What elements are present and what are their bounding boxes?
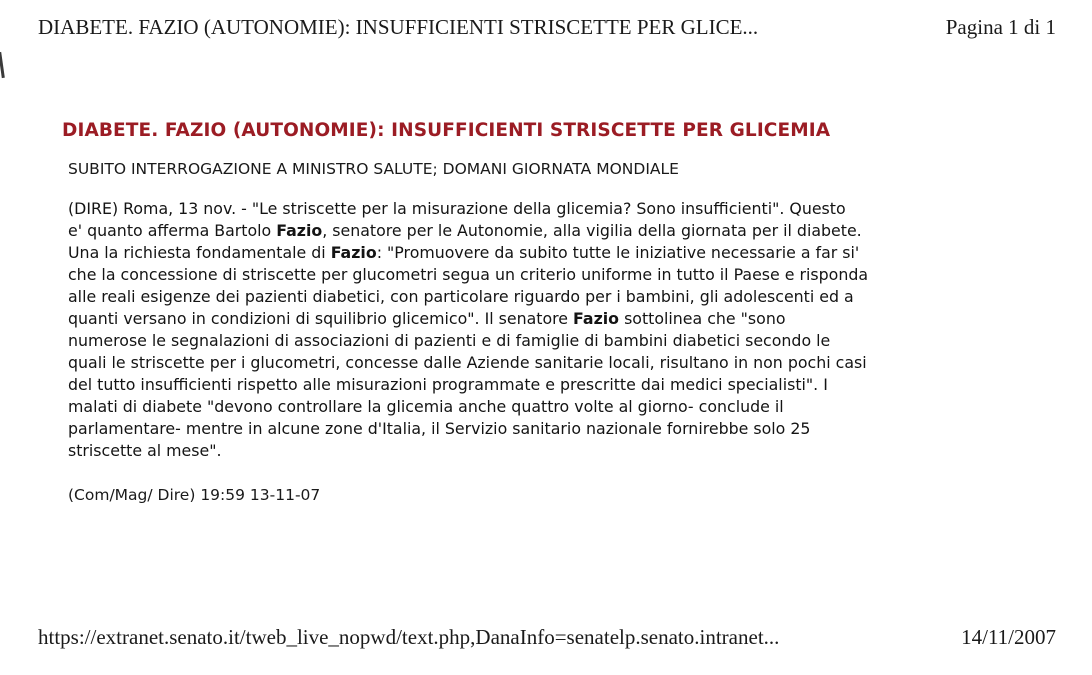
body-text-segment: e' quanto afferma Bartolo (68, 221, 277, 240)
senator-name: Fazio (276, 221, 323, 240)
body-line: parlamentare- mentre in alcune zone d'Italia, il Servizio sanitario nazionale fornirebbe solo 25 (68, 419, 811, 438)
body-line: (DIRE) Roma, 13 nov. - "Le striscette per la misurazione della glicemia? Sono insufficienti". Questo (68, 199, 846, 218)
print-footer-url: https://extranet.senato.it/tweb_live_nopwd/text.php,DanaInfo=senatelp.senato.intranet... (38, 625, 780, 649)
senator-name: Fazio (330, 243, 377, 262)
article (62, 118, 1062, 506)
body-line: che la concessione di striscette per glucometri segua un criterio uniforme in tutto il Paese e risponda (68, 265, 869, 284)
body-text-segment: sottolinea che "sono (619, 309, 786, 328)
senator-name: Fazio (573, 309, 620, 328)
body-line: quali le striscette per i glucometri, concesse dalle Aziende sanitarie locali, risultano in non pochi casi (68, 353, 867, 372)
body-line: striscette al mese". (68, 441, 222, 460)
article-subhead: SUBITO INTERROGAZIONE A MINISTRO SALUTE; DOMANI GIORNATA MONDIALE (68, 160, 679, 178)
body-text-segment: , senatore per le Autonomie, alla vigilia della giornata per il diabete. (322, 221, 862, 240)
article-headline: DIABETE. FAZIO (AUTONOMIE): INSUFFICIENTI STRISCETTE PER GLICEMIA (62, 120, 831, 141)
print-footer (38, 622, 1058, 652)
body-line (68, 220, 1043, 242)
print-header (38, 12, 1058, 42)
print-header-page-number: Pagina 1 di 1 (945, 15, 1056, 39)
article-body (68, 198, 1043, 462)
body-line: malati di diabete "devono controllare la glicemia anche quattro volte al giorno- conclude il (68, 397, 784, 416)
body-text-segment: : "Promuovere da subito tutte le iniziative necessarie a far si' (376, 243, 860, 262)
body-text-segment: quanti versano in condizioni di squilibrio glicemico". Il senatore (68, 309, 574, 328)
article-signature: (Com/Mag/ Dire) 19:59 13-11-07 (68, 486, 321, 504)
body-line (68, 242, 1043, 264)
scan-artifact-mark (0, 52, 5, 78)
body-line: numerose le segnalazioni di associazioni di pazienti e di famiglie di bambini diabetici secondo le (68, 331, 831, 350)
body-line: alle reali esigenze dei pazienti diabetici, con particolare riguardo per i bambini, gli adolescenti ed a (68, 287, 854, 306)
body-text-segment: Una la richiesta fondamentale di (68, 243, 331, 262)
print-footer-date: 14/11/2007 (961, 625, 1056, 649)
body-line (68, 308, 1043, 330)
body-line: del tutto insufficienti rispetto alle misurazioni programmate e prescritte dai medici specialisti". I (68, 375, 828, 394)
print-header-title: DIABETE. FAZIO (AUTONOMIE): INSUFFICIENTI STRISCETTE PER GLICE... (38, 15, 759, 39)
